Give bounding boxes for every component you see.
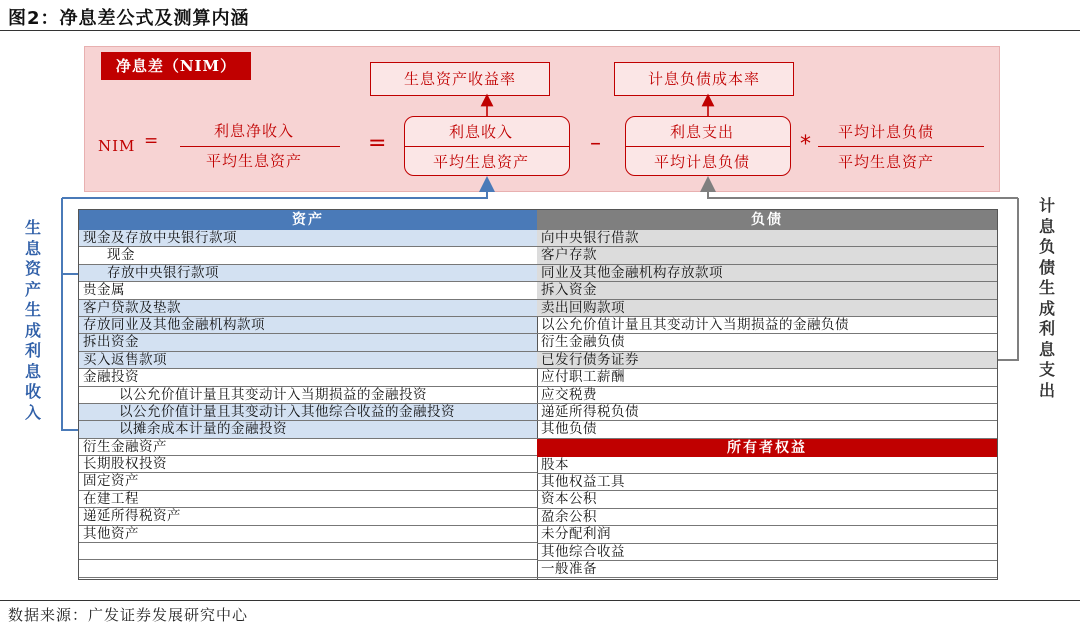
asset-row: 以摊余成本计量的金融投资 [79,421,537,438]
liability-row: 衍生金融负债 [537,334,997,351]
lhs-numerator: 利息净收入 [214,122,295,140]
asset-row: 在建工程 [79,491,537,508]
a-fraction-line [404,146,570,147]
source-note: 数据来源：广发证券发展研究中心 [8,606,249,624]
liabilities-rows [537,230,997,439]
liability-bracket [998,198,1018,360]
liability-expense-label: 计 息 负 债 生 成 利 息 支 出 [1038,196,1055,400]
liability-row: 其他负债 [537,421,997,438]
liability-row: 已发行债务证券 [537,352,997,369]
asset-row: 买入返售款项 [79,352,537,369]
yield-box-label: 生息资产收益率 [403,70,516,88]
b-fraction-line [625,146,791,147]
liability-row: 应付职工薪酬 [537,369,997,386]
a-denominator: 平均生息资产 [433,153,530,171]
asset-bracket [62,198,78,430]
cost-box [614,62,794,96]
c-numerator: 平均计息负债 [838,123,935,141]
asset-row: 现金 [79,247,537,264]
c-denominator: 平均生息资产 [838,153,935,171]
b-numerator: 利息支出 [670,123,735,141]
asset-income-label: 生 息 资 产 生 成 利 息 收 入 [24,218,41,422]
equity-header: 所有者权益 [537,439,997,457]
equity-row: 资本公积 [537,491,997,508]
times-sign: * [800,132,811,157]
equity-row: 一般准备 [537,561,997,578]
asset-row: 以公允价值计量且其变动计入其他综合收益的金融投资 [79,404,537,421]
asset-row: 现金及存放中央银行款项 [79,230,537,247]
cost-box-label: 计息负债成本率 [647,70,760,88]
nim-tag: 净息差（NIM） [101,52,251,80]
equity-row: 其他综合收益 [537,544,997,561]
minus-sign: – [590,131,601,156]
liability-row: 客户存款 [537,247,997,264]
lhs-fraction-line [180,146,340,147]
equity-row: 未分配利润 [537,526,997,543]
asset-row [79,560,537,577]
liability-row: 应交税费 [537,387,997,404]
asset-row: 存放同业及其他金融机构款项 [79,317,537,334]
liability-row: 向中央银行借款 [537,230,997,247]
equals-sign-1: = [144,131,159,151]
asset-row: 以公允价值计量且其变动计入当期损益的金融投资 [79,387,537,404]
asset-row: 存放中央银行款项 [79,265,537,282]
liability-row: 拆入资金 [537,282,997,299]
b-denominator: 平均计息负债 [654,153,751,171]
equity-row: 股本 [537,457,997,474]
asset-row: 拆出资金 [79,334,537,351]
equals-sign-2: = [368,131,387,156]
asset-row: 衍生金融资产 [79,439,537,456]
asset-row: 固定资产 [79,473,537,490]
equity-row: 盈余公积 [537,509,997,526]
equity-row: 其他权益工具 [537,474,997,491]
liability-row: 同业及其他金融机构存放款项 [537,265,997,282]
asset-row [79,543,537,560]
asset-row: 客户贷款及垫款 [79,300,537,317]
liabilities-table [537,209,998,580]
assets-table [78,209,538,580]
asset-row: 其他资产 [79,526,537,543]
asset-row: 长期股权投资 [79,456,537,473]
figure-title: 图2：净息差公式及测算内涵 [8,8,250,29]
lhs-denominator: 平均生息资产 [206,152,303,170]
yield-box [370,62,550,96]
liability-row: 以公允价值计量且其变动计入当期损益的金融负债 [537,317,997,334]
c-fraction-line [818,146,984,147]
liabilities-header: 负债 [537,210,997,230]
assets-header: 资产 [79,210,537,230]
asset-row: 金融投资 [79,369,537,386]
liability-row: 卖出回购款项 [537,300,997,317]
assets-rows [79,230,537,578]
bottom-rule [0,600,1080,601]
asset-row: 贵金属 [79,282,537,299]
nim-symbol: NIM [98,137,136,155]
liability-row: 递延所得税负债 [537,404,997,421]
top-rule [0,30,1080,31]
a-numerator: 利息收入 [449,123,514,141]
equity-rows [537,457,997,579]
asset-row: 递延所得税资产 [79,508,537,525]
